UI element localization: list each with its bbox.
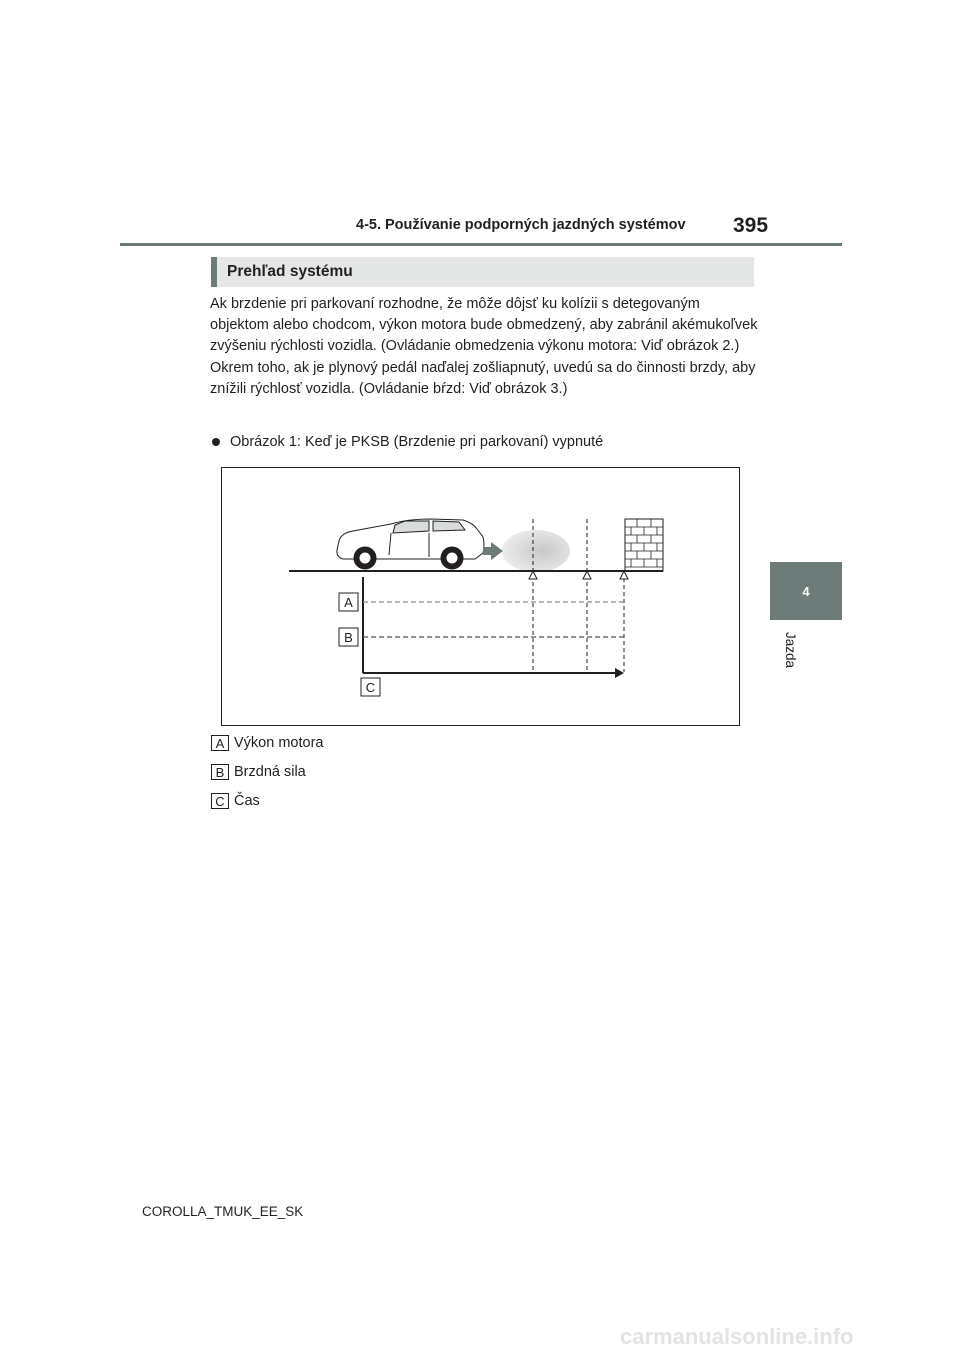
illustration-pksb-off <box>221 467 740 726</box>
running-header-title: 4-5. Používanie podporných jazdných systémov <box>356 217 686 233</box>
legend-text-b: Brzdná sila <box>234 764 306 780</box>
figure-caption-text: Obrázok 1: Keď je PKSB (Brzdenie pri parkovaní) vypnuté <box>230 434 604 450</box>
chapter-tab <box>770 562 842 620</box>
body-text <box>210 294 760 400</box>
paragraph-brake-control: Okrem toho, ak je plynový pedál naďalej zošliapnutý, uvedú sa do činnosti brzdy, aby znížili rýchlosť vozidla. (Ovládanie bŕzd: Viď obrázok 3.) <box>210 359 756 397</box>
label-c: C <box>365 680 376 695</box>
page-number: 395 <box>733 214 769 237</box>
legend-key-b: B <box>211 764 229 780</box>
chapter-tab-number: 4 <box>802 583 810 599</box>
section-heading-text: Prehľad systému <box>227 263 353 280</box>
paragraph-engine-limit: Ak brzdenie pri parkovaní rozhodne, že môže dôjsť ku kolízii s detegovaným objektom alebo chodcom, výkon motora bude obmedzený, aby zabránil akémukoľvek zvýšeniu rýchlosti vozidla. (Ovládanie obmedzenia výkonu motora: Viď obrázok 2.) <box>210 296 758 355</box>
section-heading-bar <box>211 257 217 287</box>
brick-wall-icon <box>625 519 663 571</box>
document-code-footer: COROLLA_TMUK_EE_SK <box>142 1204 304 1219</box>
section-heading <box>211 257 754 287</box>
chapter-tab-label: Jazda <box>783 632 798 669</box>
watermark-logo <box>620 1322 950 1352</box>
legend-item-brake-force <box>211 764 306 780</box>
legend-key-c: C <box>211 793 229 809</box>
figure-caption-bullet <box>210 432 603 452</box>
legend-item-engine-output <box>211 735 323 751</box>
sensor-detection-area <box>502 530 570 572</box>
legend-item-time <box>211 793 260 809</box>
figure-frame <box>222 468 740 726</box>
legend-text-a: Výkon motora <box>234 735 324 751</box>
legend-key-a: A <box>211 735 229 751</box>
header-divider <box>120 243 842 246</box>
bullet-icon <box>212 438 220 446</box>
label-b: B <box>344 630 353 645</box>
watermark-text: carmanualsonline.info <box>620 1324 854 1349</box>
legend-text-c: Čas <box>234 793 260 809</box>
label-a: A <box>344 595 353 610</box>
